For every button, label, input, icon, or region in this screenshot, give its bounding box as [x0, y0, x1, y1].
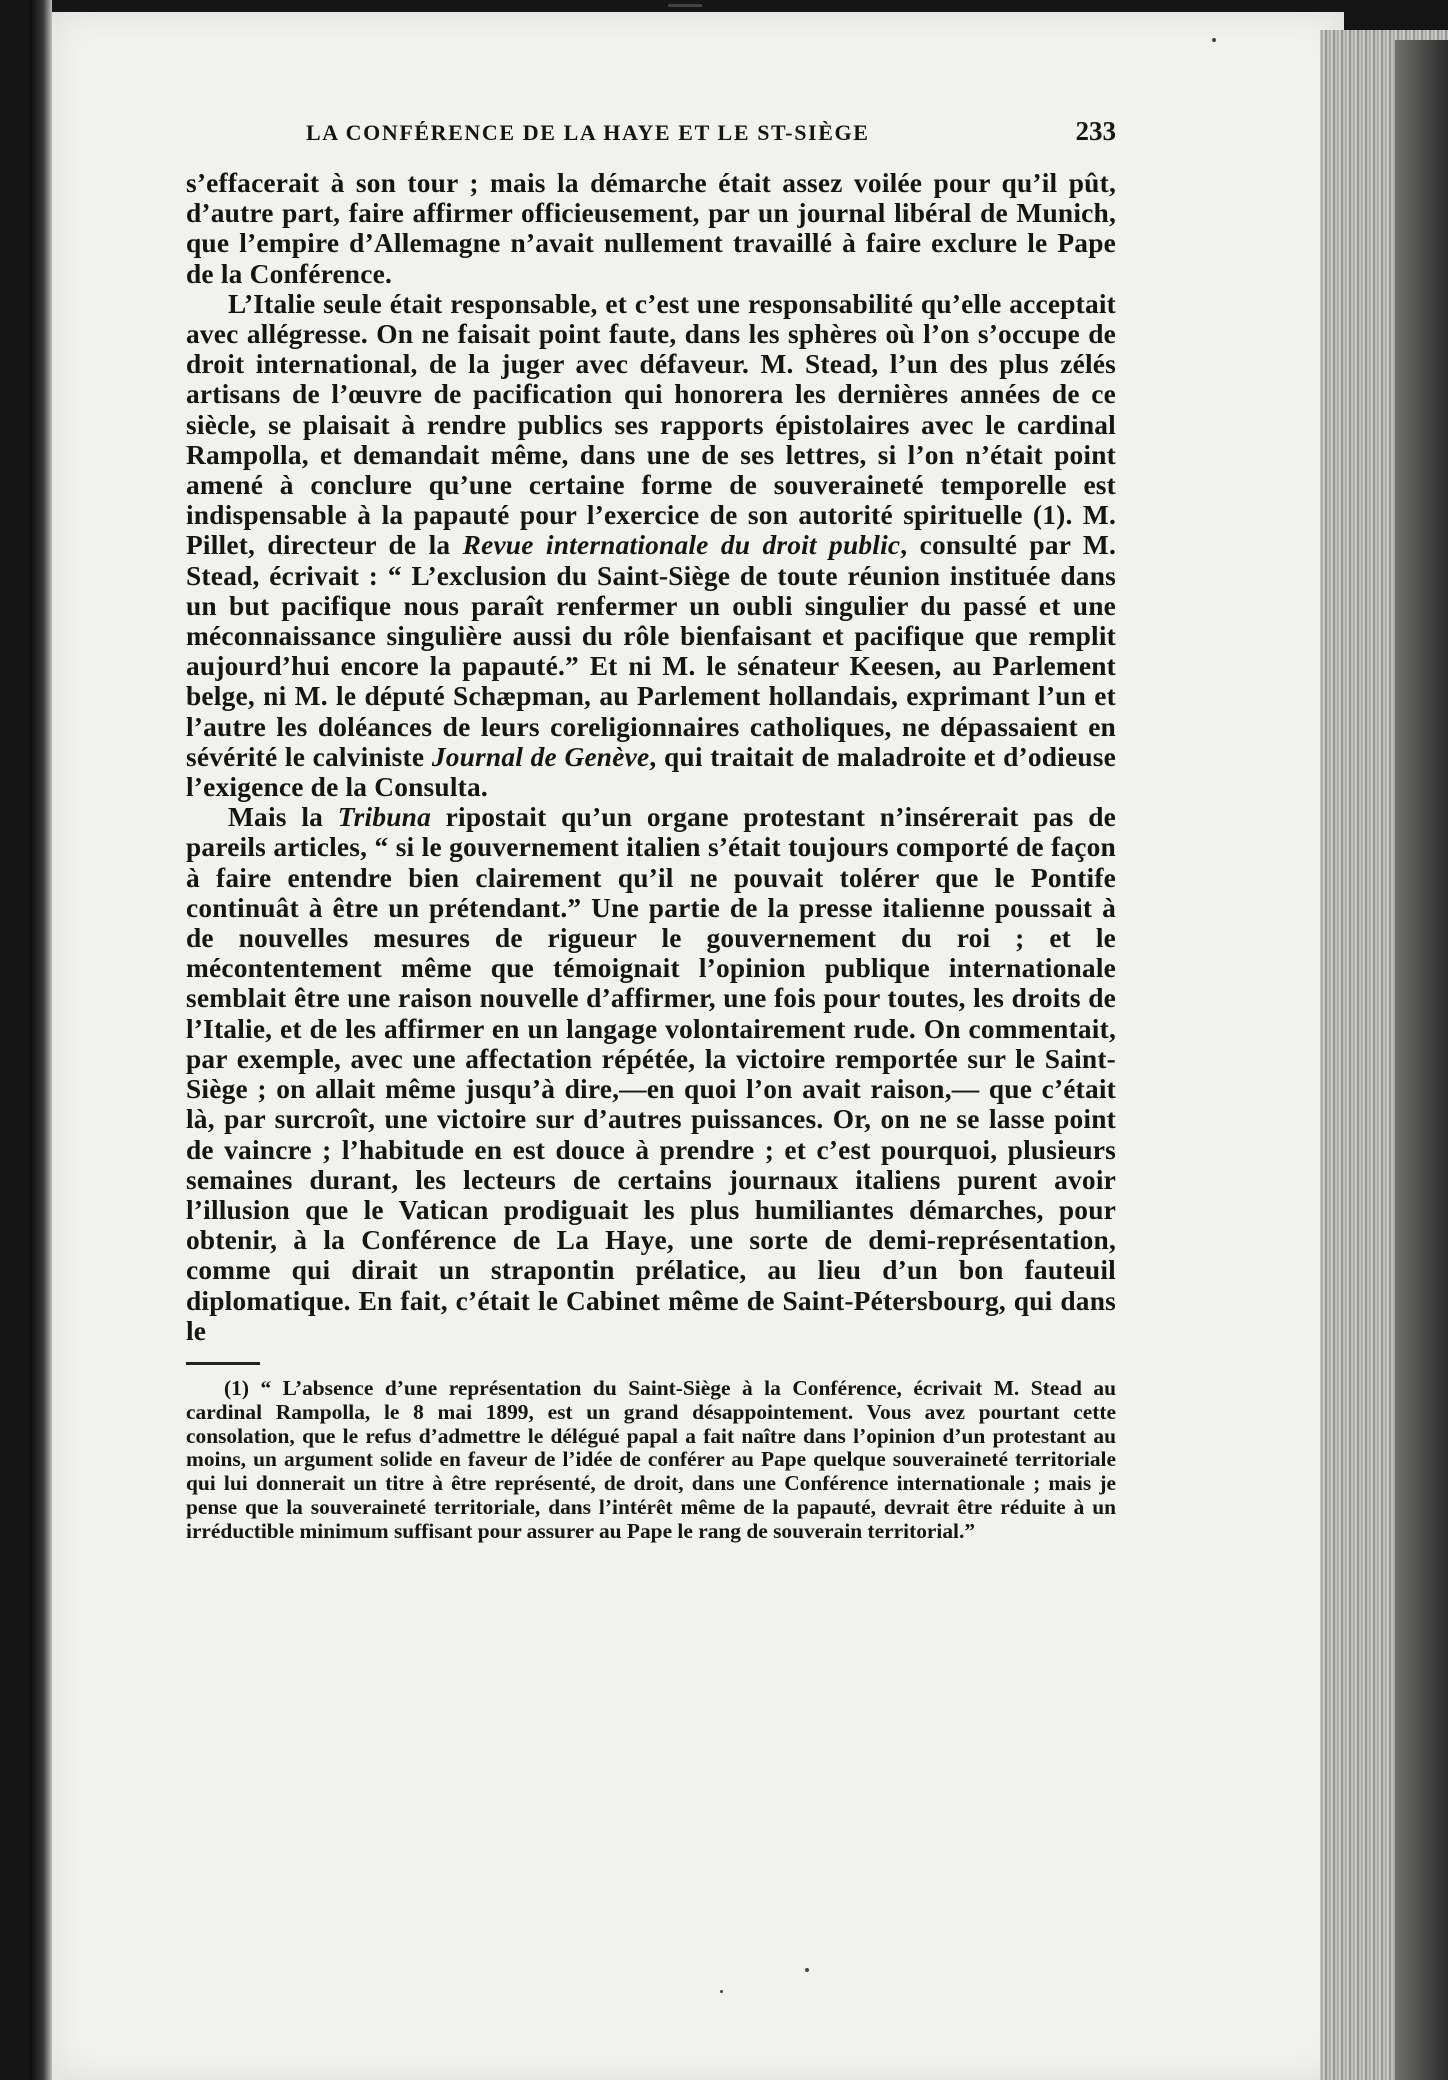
- paragraph-3: [186, 802, 1116, 1346]
- dust-speck: [720, 1990, 723, 1993]
- paragraph-2: [186, 289, 1116, 802]
- paragraph-3-part-a: Mais la: [228, 802, 338, 833]
- page-number: 233: [1075, 116, 1116, 146]
- paragraph-2-part-b: , consulté par M. Stead, écrivait : “ L’exclusion du Saint-Siège de toute réunion instituée dans un but pacifique nous paraît renfermer un oubli singulier du passé et une méconnaissance singulière aussi du rôle bienfaisant et pacifique que remplit aujourd’hui encore la papauté.” Et ni M. le sénateur Keesen, au Parlement belge, ni M. le député Schæpman, au Parlement hollandais, exprimant l’un et l’autre les doléances de leurs coreligionnaires catholiques, ne dépassaient en sévérité le calviniste: [186, 530, 1117, 772]
- paragraph-1: s’effacerait à son tour ; mais la démarche était assez voilée pour qu’il pût, d’autre part, faire affirmer officieusement, par un journal libéral de Munich, que l’empire d’Allemagne n’avait nullement travaillé à faire exclure le Pape de la Conférence.: [186, 168, 1116, 289]
- dust-speck: [668, 4, 702, 7]
- journal-title-revue: Revue internationale du droit public: [462, 530, 901, 561]
- paragraph-2-part-c: , qui traitait de maladroite et d’odieuse l’exigence de la Consulta.: [186, 741, 1116, 803]
- page-content: [186, 112, 1116, 1544]
- paragraph-2-part-a: L’Italie seule était responsable, et c’est une responsabilité qu’elle acceptait avec allégresse. On ne faisait point faute, dans les sphères où l’on s’occupe de droit international, de la juger avec défaveur. M. Stead, l’un des plus zélés artisans de l’œuvre de pacification qui honorera les dernières années de ce siècle, se plaisait à rendre publics ses rapports épistolaires avec le cardinal Rampolla, et demandait même, dans une de ses lettres, si l’on n’était point amené à conclure qu’une certaine forme de souveraineté temporelle est indispensable à la papauté pour l’exercice de son autorité spirituelle (1). M. Pillet, directeur de la: [186, 288, 1116, 561]
- footnote-1: (1) “ L’absence d’une représentation du Saint-Siège à la Conférence, écrivait M. Stead au cardinal Rampolla, le 8 mai 1899, est un grand désappointement. Vous avez pourtant cette consolation, que le refus d’admettre le délégué papal a fait naître dans l’opinion d’un protestant au moins, un argument solide en faveur de l’idée de conférer au Pape quelque souveraineté territoriale qui lui donnerait un titre à être représenté, de droit, dans une Conférence internationale ; mais je pense que la souveraineté territoriale, dans l’intérêt même de la papauté, devrait être réduite à un irréductible minimum suffisant pour assurer au Pape le rang de souverain territorial.”: [186, 1375, 1116, 1543]
- paragraph-3-part-b: ripostait qu’un organe protestant n’insérerait pas de pareils articles, “ si le gouvernement italien s’était toujours comporté de façon à faire entendre bien clairement qu’il ne pouvait tolérer que le Pontife continuât à être un prétendant.” Une partie de la presse italienne poussait à de nouvelles mesures de rigueur le gouvernement du roi ; et le mécontentement même que témoignait l’opinion publique internationale semblait être une raison nouvelle d’affirmer, une fois pour toutes, les droits de l’Italie, et de les affirmer en un langage volontairement rude. On commentait, par exemple, avec une affectation répétée, la victoire remportée sur le Saint-Siège ; on allait même jusqu’à dire,—en quoi l’on avait raison,— que c’était là, par surcroît, une victoire sur d’autres puissances. Or, on ne se lasse point de vaincre ; l’habitude en est douce à prendre ; et c’est pourquoi, plusieurs semaines durant, les lecteurs de certains journaux italiens purent avoir l’illusion que le Vatican prodiguait les plus humiliantes démarches, pour obtenir, à la Conférence de La Haye, une sorte de demi-représentation, comme qui dirait un strapontin prélatice, au lieu d’un bon fauteuil diplomatique. En fait, c’était le Cabinet même de Saint-Pétersbourg, qui dans le: [186, 802, 1116, 1346]
- newspaper-title-tribuna: Tribuna: [337, 802, 431, 833]
- dust-speck: [1212, 38, 1216, 42]
- journal-title-geneve: Journal de Genève: [431, 741, 650, 772]
- dust-speck: [805, 1968, 809, 1972]
- running-head: [186, 112, 1116, 160]
- footnote-rule: [186, 1362, 260, 1365]
- body-text: [186, 168, 1116, 1346]
- book-gutter-shadow: [30, 0, 52, 2080]
- book-cover-edge: [1395, 40, 1448, 2080]
- footnote: [186, 1377, 1116, 1544]
- running-title: LA CONFÉRENCE DE LA HAYE ET LE ST-SIÈGE: [306, 120, 870, 145]
